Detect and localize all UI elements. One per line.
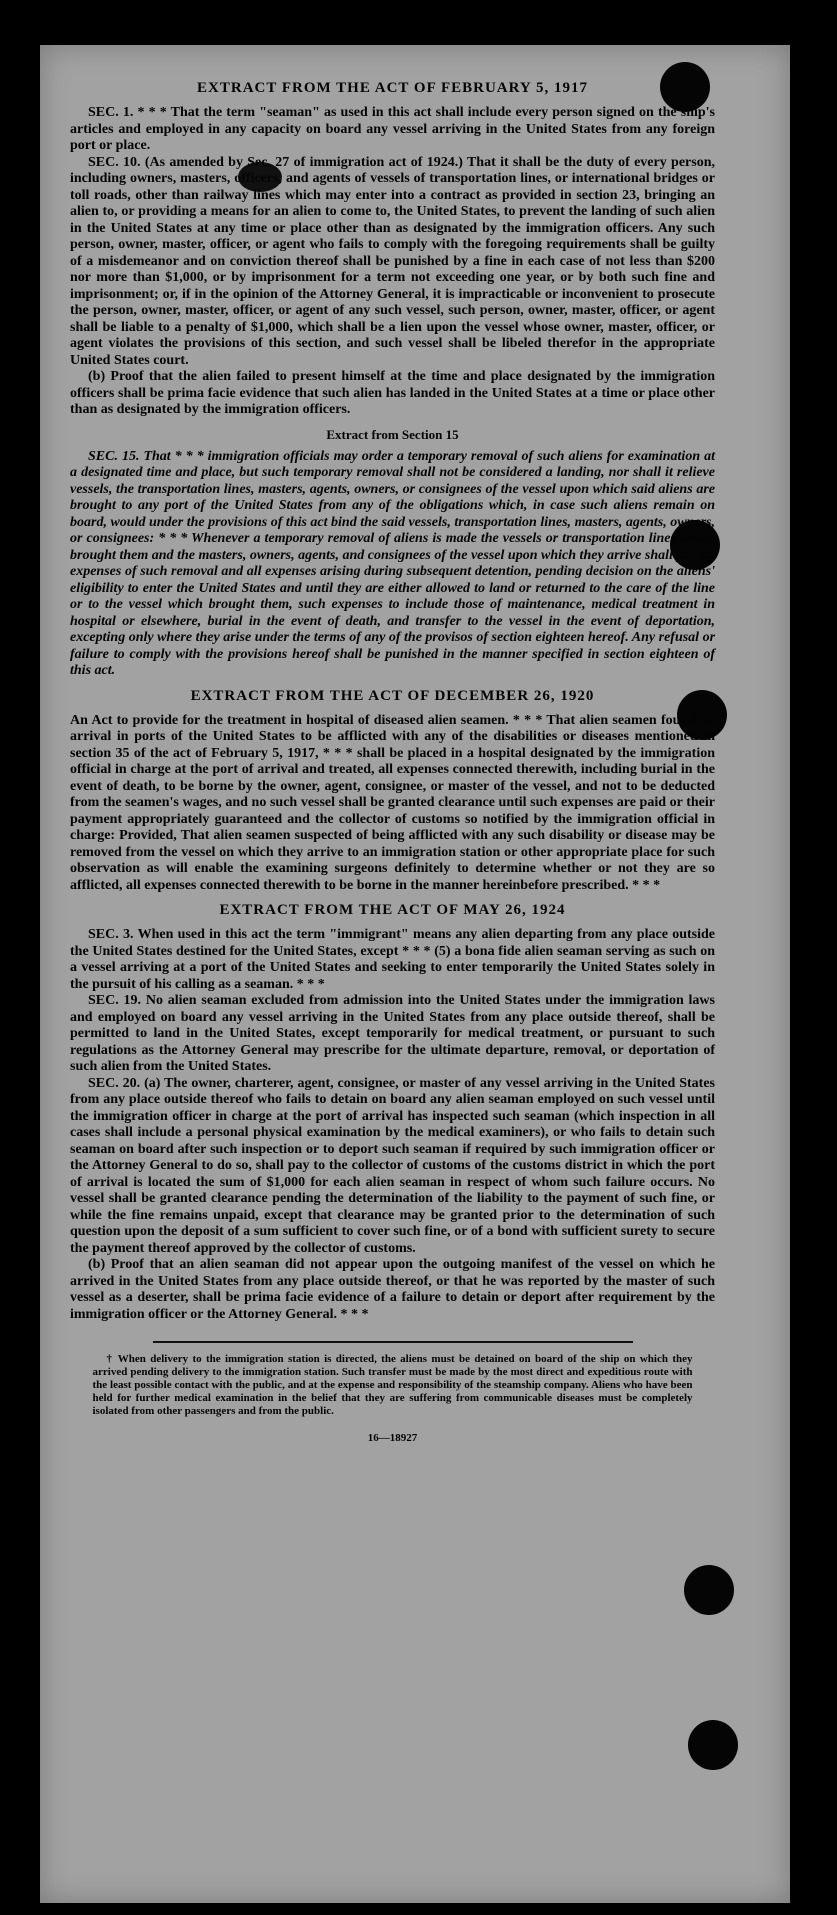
paragraph-sec-15: SEC. 15. That * * * immigration officials may order a temporary removal of such aliens for examination at a designated time and place, but such temporary removal shall not be considered a landing, nor shall it relieve vessels, the transportation lines, masters, agents, owners, or consignees of the vessel upon which said aliens are brought to any port of the United States from any of the obligations which, in case such aliens remain on board, would under the provisions of this act bind the said vessels, transportation lines, masters, agents, owners, or consignees: * * * Whenever a temporary removal of aliens is made the vessels or transportation lines which brought them and the masters, owners, agents, and consignees of the vessel upon which they arrive shall pay all expenses of such removal and all expenses arising during subsequent detention, pending decision on the aliens' eligibility to enter the United States and until they are either allowed to land or returned to the care of the line or to the vessel which brought them, such expenses to include those of maintenance, medical treatment in hospital or elsewhere, burial in the event of death, and transfer to the vessel in the event of deportation, excepting only where they arise under the terms of any of the provisos of section eighteen hereof. Any refusal or failure to comply with the provisions hereof shall be punished in the manner specified in section eighteen of this act. — [70, 448, 716, 678]
paragraph-sec-10b: (b) Proof that the alien failed to present himself at the time and place designated by the immigration officers shall be prima facie evidence that such alien has landed in the United States at a time or place other than as designated by the immigration officers. — [70, 369, 715, 417]
punch-hole — [688, 1720, 738, 1770]
heading-1924: EXTRACT FROM THE ACT OF MAY 26, 1924 — [219, 902, 566, 918]
paragraph-sec-20b: (b) Proof that an alien seaman did not appear upon the outgoing manifest of the vessel on which he arrived in the United States from any place outside thereof, or that he was reported by the master of such vessel as a deserter, shall be prima facie evidence of a failure to detain or deport after requirement by the immigration officer or the Attorney General. * * * — [70, 1257, 715, 1322]
heading-1917: EXTRACT FROM THE ACT OF FEBRUARY 5, 1917 — [197, 80, 588, 96]
paragraph-sec-20a: SEC. 20. (a) The owner, charterer, agent, consignee, or master of any vessel arriving in the United States from any place outside thereof who fails to detain on board any alien seaman employed on such vessel until the immigration officer in charge at the port of arrival has inspected such seaman (which inspection in all cases shall include a personal physical examination by the medical examiners), or who fails to detain such seaman on board after such inspection or to deport such seaman if required by such immigration officer or the Attorney General to do so, shall pay to the collector of customs of the customs district in which the port of arrival is located the sum of $1,000 for each alien seaman in respect of whom such failure occurs. No vessel shall be granted clearance pending the determination of the liability to the payment of such fine, or while the fine remains unpaid, except that clearance may be granted prior to the determination of such question upon the deposit of a sum sufficient to cover such fine, or of a bond with sufficient surety to secure the payment thereof approved by the collector of customs. — [70, 1075, 715, 1256]
section-1917 — [70, 80, 715, 419]
section-1924 — [70, 902, 715, 1323]
paragraph-sec-10: SEC. 10. (As amended by Sec. 27 of immigration act of 1924.) That it shall be the duty of every person, including owners, masters, officers, and agents of vessels of transportation lines, or international bridges or toll roads, other than railway lines which may enter into a contract as provided in section 23, bringing an alien to, or providing a means for an alien to come to, the United States, to prevent the landing of such alien in the United States at any time or place other than as designated by the immigration officers. Any such person, owner, master, officer, or agent who fails to comply with the foregoing requirements shall be guilty of a misdemeanor and on conviction thereof shall be punished by a fine in each case of not less than $200 nor more than $1,000, or by imprisonment for a term not exceeding one year, or by both such fine and imprisonment; or, if in the opinion of the Attorney General, it is impracticable or inconvenient to prosecute the person, owner, master, officer, or agent of any such vessel, such person, owner, master, officer, or agent shall be liable to a penalty of $1,000, which shall be a lien upon the vessel whose owner, master, officer, or agent violates the provisions of this section, and such vessel shall be libeled therefor in the appropriate United States court. — [70, 154, 715, 368]
footnote: † When delivery to the immigration station is directed, the aliens must be detained on board of the ship on which they arrived pending delivery to the immigration station. Such transfer must be made by the most direct and expeditious route with the least possible contact with the public, and at the expense and responsibility of the steamship company. Aliens who have been held for further medical examination in the belief that they are suffering from communicable diseases must be completely isolated from other passengers and from the public. — [92, 1353, 693, 1417]
section-15 — [70, 427, 715, 680]
paragraph-sec-3: SEC. 3. When used in this act the term "immigrant" means any alien departing from any place outside the United States destined for the United States, except * * * (5) a bona fide alien seaman serving as such on a vessel arriving at a port of the United States and seeking to enter temporarily the United States solely in the pursuit of his calling as a seaman. * * * — [70, 927, 715, 992]
paragraph-sec-19: SEC. 19. No alien seaman excluded from admission into the United States under the immigration laws and employed on board any vessel arriving in the United States from any place outside thereof, shall be permitted to land in the United States, except temporarily for medical treatment, or pursuant to such regulations as the Attorney General may prescribe for the ultimate departure, removal, or deportation of such alien from the United States. — [70, 993, 715, 1074]
heading-1920: EXTRACT FROM THE ACT OF DECEMBER 26, 1920 — [190, 687, 595, 704]
document-page — [70, 80, 715, 1455]
footnote-divider — [153, 1341, 633, 1343]
page-number: 16—18927 — [367, 1432, 418, 1444]
paragraph-sec-1: SEC. 1. * * * That the term "seaman" as used in this act shall include every person signed on the ship's articles and employed in any capacity on board any vessel arriving in the United States from any foreign port or place. — [70, 105, 715, 153]
punch-hole — [684, 1565, 734, 1615]
paragraph-1920: An Act to provide for the treatment in hospital of diseased alien seamen. * * * That alien seamen found on arrival in ports of the United States to be afflicted with any of the disabilities or diseases mentioned in section 35 of the act of February 5, 1917, * * * shall be placed in a hospital designated by the immigration official in charge at the port of arrival and treated, all expenses connected therewith, including burial in the event of death, to be borne by the owner, agent, consignee, or master of the vessel, and not to be deducted from the seamen's wages, and no such vessel shall be granted clearance until such expenses are paid or their payment appropriately guaranteed and the collector of customs so notified by the immigration official in charge: Provided, That alien seamen suspected of being afflicted with any such disability or disease may be removed from the vessel on which they arrive to an immigration station or other appropriate place for such observation as will enable the examining surgeons definitely to determine whether or not they are so afflicted, all expenses connected therewith to be borne in the manner hereinbefore prescribed. * * * — [70, 712, 715, 893]
heading-section-15: Extract from Section 15 — [326, 426, 459, 442]
section-1920 — [70, 688, 715, 895]
